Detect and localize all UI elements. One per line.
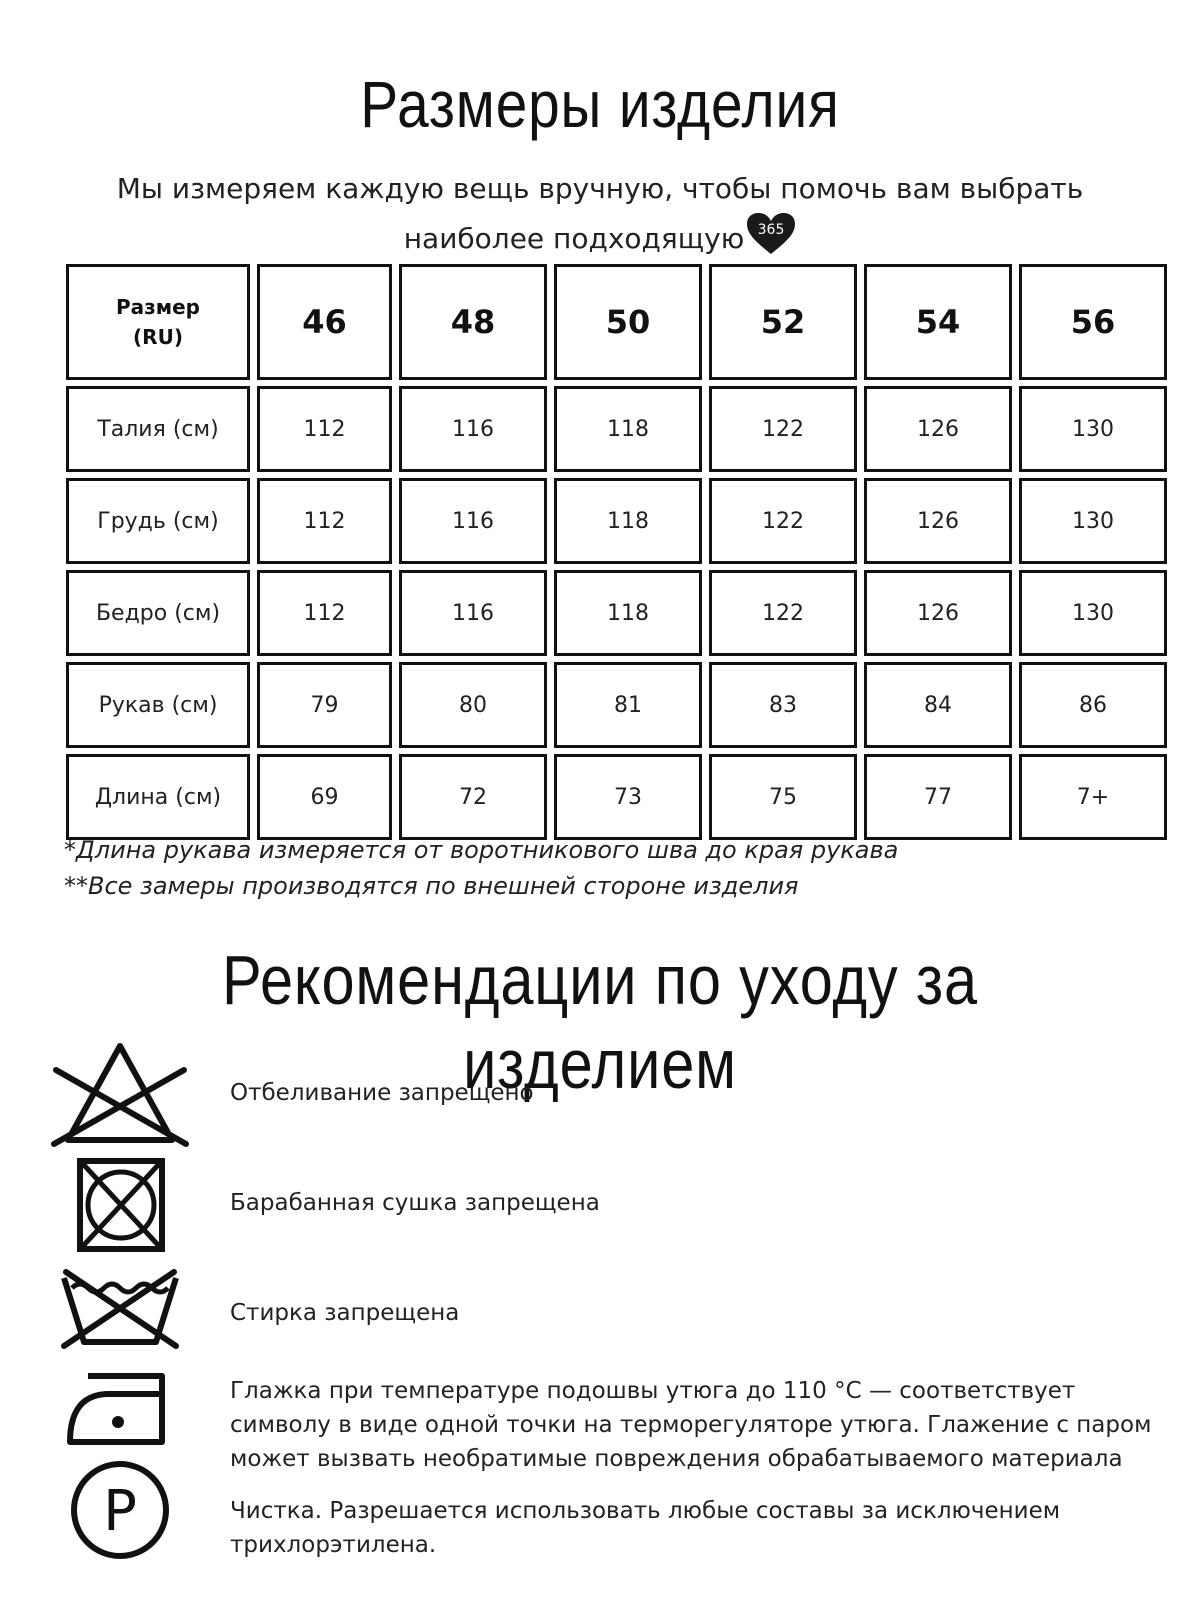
table-cell: 116 — [399, 570, 547, 656]
table-cell: 118 — [554, 386, 702, 472]
table-cell: 122 — [709, 570, 857, 656]
table-cell: 116 — [399, 478, 547, 564]
table-cell: 126 — [864, 478, 1012, 564]
footnote-sleeve: *Длина рукава измеряется от воротникового шва до края рукава — [64, 836, 899, 864]
table-cell: 83 — [709, 662, 857, 748]
page-title: Размеры изделия — [360, 67, 840, 141]
row-label-hip: Бедро (см) — [66, 570, 250, 656]
table-cell: 80 — [399, 662, 547, 748]
table-cell: 126 — [864, 386, 1012, 472]
corner-sublabel: (RU) — [133, 325, 183, 349]
table-cell: 118 — [554, 570, 702, 656]
table-cell: 130 — [1019, 570, 1167, 656]
table-cell: 130 — [1019, 478, 1167, 564]
heart-badge-text: 365 — [757, 222, 785, 238]
dry-clean-p-icon — [50, 1458, 190, 1562]
row-label-sleeve: Рукав (см) — [66, 662, 250, 748]
table-cell: 7+ — [1019, 754, 1167, 840]
footnote-measurements: **Все замеры производятся по внешней стороне изделия — [64, 872, 799, 900]
no-bleach-icon — [50, 1040, 190, 1148]
table-cell: 86 — [1019, 662, 1167, 748]
table-cell: 72 — [399, 754, 547, 840]
table-cell: 112 — [257, 386, 392, 472]
size-table — [66, 264, 1178, 822]
care-title: Рекомендации по уходу за изделием — [222, 941, 978, 1103]
corner-label: Размер — [115, 295, 200, 319]
table-cell: 116 — [399, 386, 547, 472]
dry-clean-symbol: P — [103, 1479, 137, 1544]
table-cell: 73 — [554, 754, 702, 840]
table-cell: 75 — [709, 754, 857, 840]
size-table-corner — [66, 264, 250, 380]
table-cell: 122 — [709, 386, 857, 472]
size-header-cell: 48 — [399, 264, 547, 380]
table-cell: 81 — [554, 662, 702, 748]
row-label-chest: Грудь (см) — [66, 478, 250, 564]
table-cell: 77 — [864, 754, 1012, 840]
care-text-dry-clean: Чистка. Разрешается использовать любые составы за исключением трихлорэтилена. — [230, 1498, 1061, 1558]
no-tumble-dry-icon — [50, 1156, 190, 1256]
table-cell: 69 — [257, 754, 392, 840]
care-text-no-tumble-dry: Барабанная сушка запрещена — [230, 1190, 600, 1216]
table-cell: 84 — [864, 662, 1012, 748]
table-cell: 112 — [257, 570, 392, 656]
iron-low-temperature-icon — [50, 1366, 190, 1446]
size-header-cell: 52 — [709, 264, 857, 380]
table-cell: 126 — [864, 570, 1012, 656]
size-header-cell: 46 — [257, 264, 392, 380]
no-wash-icon — [50, 1264, 190, 1350]
table-cell: 79 — [257, 662, 392, 748]
subtitle-text: Мы измеряем каждую вещь вручную, чтобы помочь вам выбрать наиболее подходящую — [116, 172, 1084, 255]
size-header-cell: 56 — [1019, 264, 1167, 380]
care-text-no-bleach: Отбеливание запрещено — [230, 1080, 534, 1106]
size-header-cell: 50 — [554, 264, 702, 380]
care-text-no-wash: Стирка запрещена — [230, 1300, 460, 1326]
table-cell: 118 — [554, 478, 702, 564]
heart-365-icon — [746, 212, 796, 256]
table-cell: 112 — [257, 478, 392, 564]
table-cell: 122 — [709, 478, 857, 564]
size-header-cell: 54 — [864, 264, 1012, 380]
row-label-length: Длина (см) — [66, 754, 250, 840]
row-label-waist: Талия (см) — [66, 386, 250, 472]
page-subtitle — [60, 166, 1140, 262]
table-cell: 130 — [1019, 386, 1167, 472]
care-text-iron: Глажка при температуре подошвы утюга до 110 °С — соответствует символу в виде одной точки на терморегуляторе утюга. Глажение с паром может вызвать необратимые повреждения обрабатываемого материала — [230, 1378, 1152, 1472]
